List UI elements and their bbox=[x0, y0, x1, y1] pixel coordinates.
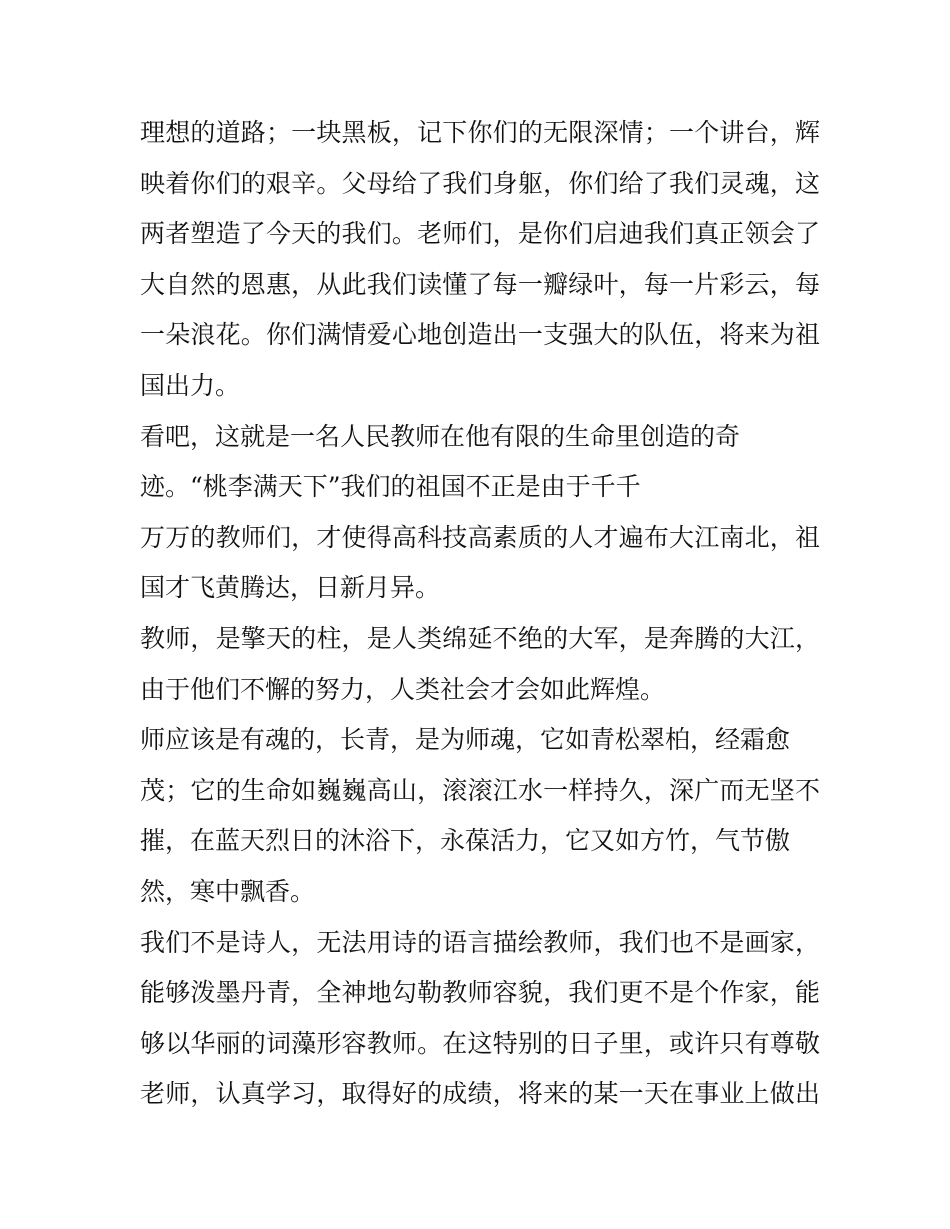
text-line: 两者塑造了今天的我们。老师们，是你们启迪我们真正领会了 bbox=[140, 219, 820, 249]
text-line: 一朵浪花。你们满情爱心地创造出一支强大的队伍，将来为祖 bbox=[140, 320, 820, 350]
text-line: 老师，认真学习，取得好的成绩，将来的某一天在事业上做出 bbox=[140, 1079, 820, 1109]
text-line: 国才飞黄腾达，日新月异。 bbox=[140, 573, 441, 603]
text-line: 摧，在蓝天烈日的沐浴下，永葆活力，它又如方竹，气节傲 bbox=[140, 826, 791, 856]
text-line: 看吧，这就是一名人民教师在他有限的生命里创造的奇 bbox=[140, 421, 741, 451]
text-line: 万万的教师们，才使得高科技高素质的人才遍布大江南北，祖 bbox=[140, 522, 820, 552]
text-line: 我们不是诗人，无法用诗的语言描绘教师，我们也不是画家， bbox=[140, 927, 820, 957]
text-line: 理想的道路；一块黑板，记下你们的无限深情；一个讲台，辉 bbox=[140, 118, 820, 147]
text-line: 能够泼墨丹青，全神地勾勒教师容貌，我们更不是个作家，能 bbox=[140, 978, 820, 1008]
text-line: 师应该是有魂的，长青，是为师魂，它如青松翠柏，经霜愈 bbox=[140, 725, 791, 755]
text-line: 够以华丽的词藻形容教师。在这特别的日子里，或许只有尊敬 bbox=[140, 1028, 820, 1058]
text-line: 迹。“桃李满天下”我们的祖国不正是由于千千 bbox=[140, 472, 641, 502]
document-body bbox=[140, 108, 820, 1120]
text-line: 由于他们不懈的努力，人类社会才会如此辉煌。 bbox=[140, 674, 666, 704]
text-line: 国出力。 bbox=[140, 370, 241, 400]
text-line: 茂；它的生命如巍巍高山，滚滚江水一样持久，深广而无坚不 bbox=[140, 775, 820, 805]
text-line: 映着你们的艰辛。父母给了我们身躯，你们给了我们灵魂，这 bbox=[140, 168, 820, 198]
text-line: 教师，是擎天的柱，是人类绵延不绝的大军，是奔腾的大江， bbox=[140, 623, 820, 653]
text-line: 然，寒中飘香。 bbox=[140, 876, 316, 906]
text-line: 大自然的恩惠，从此我们读懂了每一瓣绿叶，每一片彩云，每 bbox=[140, 269, 820, 299]
